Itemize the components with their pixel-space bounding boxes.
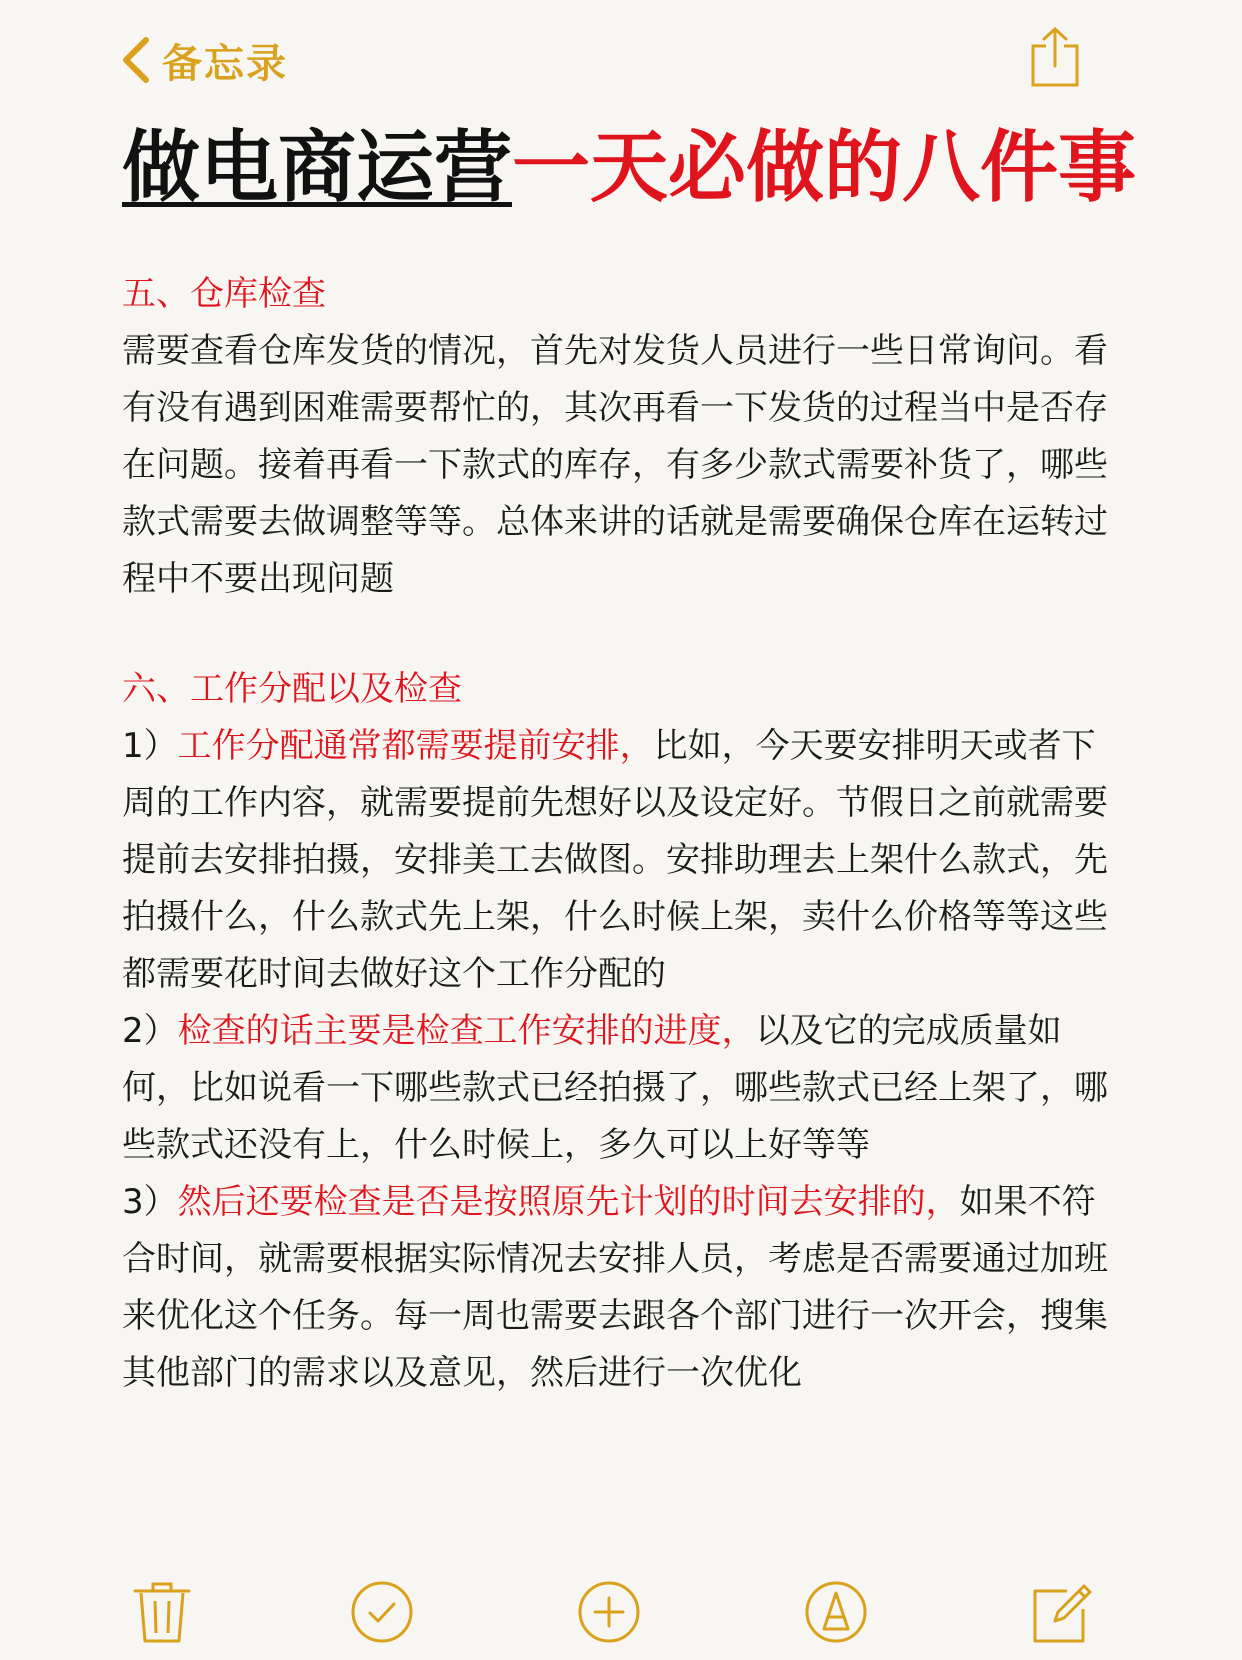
note-body[interactable] <box>122 266 1122 1402</box>
item-highlight: 检查的话主要是检查工作安排的进度， <box>177 1011 756 1051</box>
compose-button[interactable] <box>1027 1577 1097 1647</box>
list-item <box>122 718 1122 1003</box>
item-text: 如果不符合时间，就需要根据实际情况去安排人员，考虑是否需要通过加班来优化这个任务。每一周也需要去跟各个部门进行一次开会，搜集其他部门的需求以及意见，然后进行一次优化 <box>122 1182 1108 1393</box>
share-icon <box>1030 26 1080 88</box>
title-black-part: 做电商运营 <box>122 123 513 213</box>
trash-icon <box>127 1577 197 1647</box>
plus-icon <box>574 1577 644 1647</box>
checklist-button[interactable] <box>347 1577 417 1647</box>
page-title <box>122 118 1136 218</box>
title-red-part: 一天必做的八件事 <box>512 123 1137 213</box>
section-body-warehouse: 需要查看仓库发货的情况，首先对发货人员进行一些日常询问。看有没有遇到困难需要帮忙的，其次再看一下发货的过程当中是否存在问题。接着再看一下款式的库存，有多少款式需要补货了，哪些款式需要去做调整等等。总体来讲的话就是需要确保仓库在运转过程中不要出现问题 <box>122 331 1108 599</box>
item-prefix: 1） <box>122 726 178 766</box>
item-highlight: 工作分配通常都需要提前安排， <box>177 726 654 766</box>
compose-icon <box>1027 1577 1097 1647</box>
markup-icon <box>801 1577 871 1647</box>
back-button[interactable] <box>118 32 288 88</box>
item-text: 以及它的完成质量如何，比如说看一下哪些款式已经拍摄了，哪些款式已经上架了，哪些款式还没有上，什么时候上，多久可以上好等等 <box>122 1011 1108 1165</box>
markup-button[interactable] <box>801 1577 871 1647</box>
item-highlight: 然后还要检查是否是按照原先计划的时间去安排的， <box>177 1182 960 1222</box>
chevron-left-icon <box>118 34 154 86</box>
nav-bar <box>0 0 1242 120</box>
item-text: 比如，今天要安排明天或者下周的工作内容，就需要提前先想好以及设定好。节假日之前就需要提前去安排拍摄，安排美工去做图。安排助理去上架什么款式，先拍摄什么，什么款式先上架，什么时候上架，卖什么价格等等这些都需要花时间去做好这个工作分配的 <box>122 726 1108 994</box>
share-button[interactable] <box>1030 26 1080 88</box>
item-prefix: 2） <box>122 1011 178 1051</box>
item-prefix: 3） <box>122 1182 178 1222</box>
checkmark-icon <box>347 1577 417 1647</box>
section-heading-warehouse: 五、仓库检查 <box>122 274 326 314</box>
spacer <box>122 608 1122 661</box>
section-heading-work-assignment: 六、工作分配以及检查 <box>122 669 462 709</box>
add-button[interactable] <box>574 1577 644 1647</box>
list-item <box>122 1003 1122 1174</box>
delete-button[interactable] <box>127 1577 197 1647</box>
list-item <box>122 1174 1122 1402</box>
back-label: 备忘录 <box>162 40 288 87</box>
bottom-toolbar <box>0 1565 1242 1655</box>
